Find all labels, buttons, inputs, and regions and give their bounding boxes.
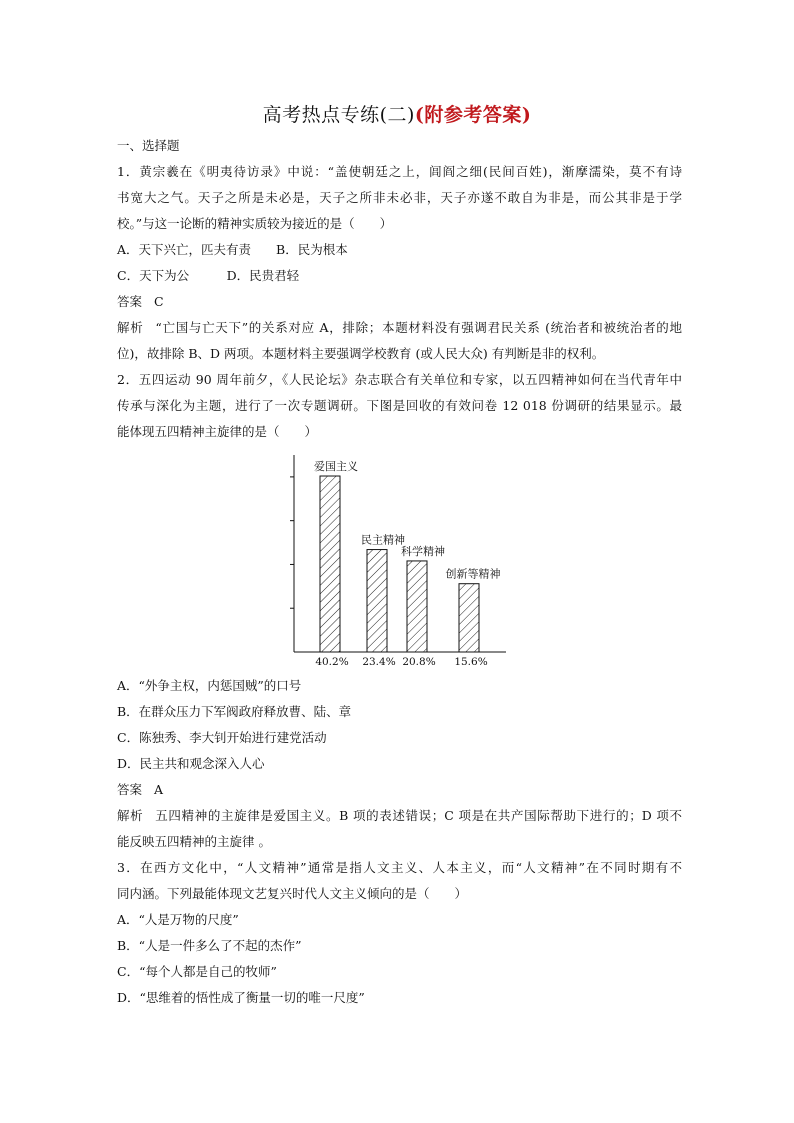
section-heading: 一、选择题 [117, 138, 180, 153]
q2-option-a: A．“外争主权，内惩国贼”的口号 [117, 678, 302, 693]
q3-line-1: 3．在西方文化中，“人文精神”通常是指人文主义、人本主义，而“人文精神”在不同时期有不 [117, 860, 682, 875]
q2-analysis-line-2: 能反映五四精神的主旋律 。 [117, 834, 271, 849]
q3-line-2: 同内涵。下列最能体现文艺复兴时代人文主义倾向的是（ ） [117, 886, 468, 901]
q1-analysis-line-2: 位)，故排除 B、D 两项。本题材料主要强调学校教育 (或人民大众) 有判断是非的权利。 [117, 346, 605, 361]
q2-line-3: 能体现五四精神主旋律的是（ ） [117, 424, 318, 439]
q2-line-2: 传承与深化为主题，进行了一次专题调研。下图是回收的有效问卷 12 018 份调研的结果显示。最 [117, 398, 682, 413]
analysis-text: 五四精神的主旋律是爱国主义。B 项的表述错误；C 项是在共产国际帮助下进行的；D 项不 [155, 808, 682, 823]
title-answer-tag: (附参考答案) [414, 104, 532, 126]
analysis-label: 解析 [117, 808, 144, 823]
survey-bar-chart [280, 447, 520, 671]
q1-options-ab: A．天下兴亡，匹夫有责 B．民为根本 [117, 242, 348, 257]
q1-analysis-line-1 [117, 319, 682, 337]
value-label: 40.2% [315, 656, 349, 668]
q3-option-c: C．“每个人都是自己的牧师” [117, 964, 277, 979]
category-label: 爱国主义 [314, 460, 358, 474]
answer-label: 答案 [117, 782, 143, 797]
q3-option-d: D．“思维着的悟性成了衡量一切的唯一尺度” [117, 990, 365, 1005]
analysis-label: 解析 [117, 320, 144, 335]
q1-options-cd: C．天下为公 D．民贵君轻 [117, 268, 300, 283]
q2-option-c: C．陈独秀、李大钊开始进行建党活动 [117, 730, 327, 745]
analysis-text: “亡国与亡天下”的关系对应 A，排除；本题材料没有强调君民关系 (统治者和被统治者的地 [155, 320, 682, 335]
q1-line-1: 1．黄宗羲在《明夷待访录》中说：“盖使朝廷之上，闾阎之细(民间百姓)，渐摩濡染，莫不有诗 [117, 164, 682, 179]
answer-value: A [154, 782, 164, 797]
title-main: 高考热点专练(二) [262, 104, 415, 126]
q3-option-a: A．“人是万物的尺度” [117, 912, 239, 927]
q3-option-b: B．“人是一件多么了不起的杰作” [117, 938, 302, 953]
bar-4 [459, 584, 479, 652]
category-label: 科学精神 [401, 544, 445, 558]
answer-value: C [154, 294, 164, 309]
q2-option-b: B．在群众压力下军阀政府释放曹、陆、章 [117, 704, 352, 719]
category-label: 创新等精神 [445, 567, 501, 581]
bar-3 [407, 561, 427, 652]
q2-answer [117, 781, 682, 799]
q2-option-d: D．民主共和观念深入人心 [117, 756, 265, 771]
q2-line-1: 2．五四运动 90 周年前夕，《人民论坛》杂志联合有关单位和专家，以五四精神如何在当代青年中 [117, 372, 682, 387]
q2-analysis-line-1 [117, 807, 682, 825]
bar-2 [367, 550, 387, 652]
bar-1 [320, 476, 340, 652]
answer-label: 答案 [117, 294, 143, 309]
category-label: 民主精神 [361, 533, 405, 547]
page-title [0, 100, 794, 127]
q1-line-2: 书宽大之气。天子之所是未必是，天子之所非未必非，天子亦遂不敢自为非是，而公其非是于学 [117, 190, 682, 205]
q1-line-3: 校。”与这一论断的精神实质较为接近的是（ ） [117, 216, 393, 231]
value-label: 20.8% [402, 656, 436, 668]
value-label: 15.6% [454, 656, 488, 668]
q1-answer [117, 293, 682, 311]
value-label: 23.4% [362, 656, 396, 668]
